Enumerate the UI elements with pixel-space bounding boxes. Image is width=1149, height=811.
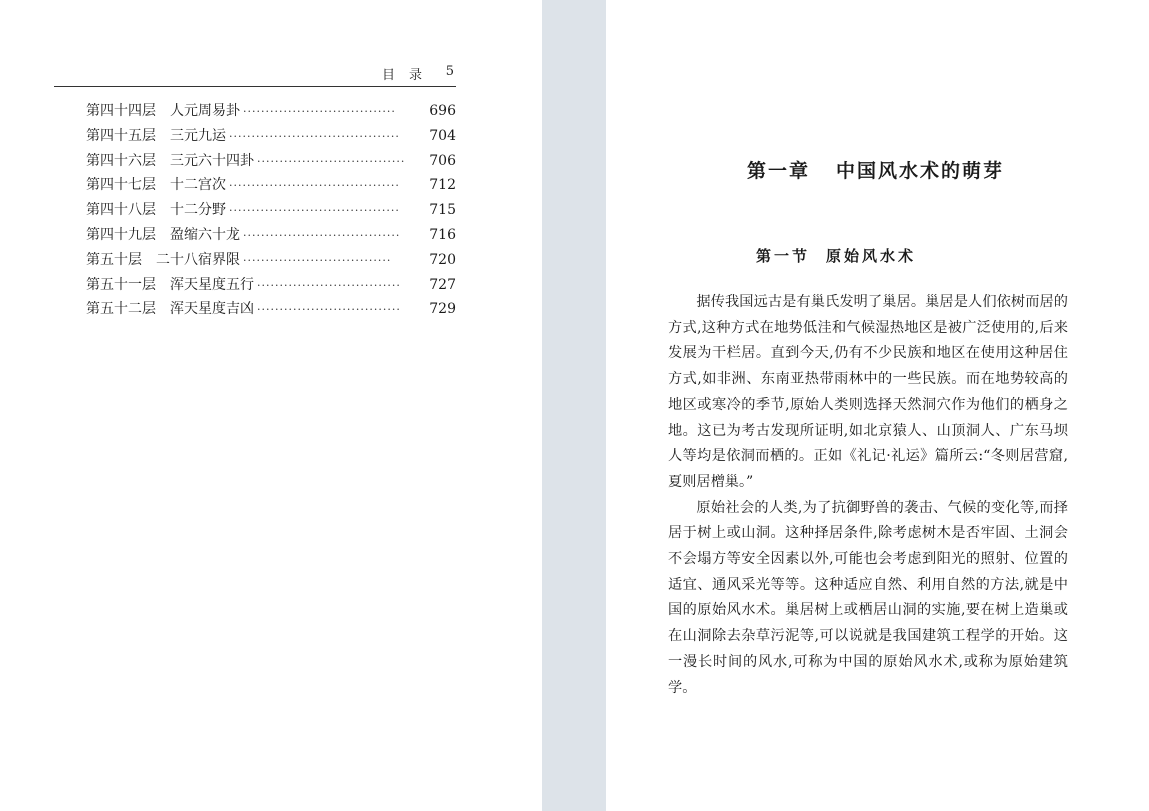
toc-page-number: 704: [429, 127, 456, 144]
toc-entry[interactable]: [86, 249, 456, 274]
header-rule: [54, 86, 456, 87]
toc-page-number: 720: [429, 251, 456, 268]
section-number: 第一节: [756, 247, 811, 265]
toc-layer: 第五十二层: [86, 301, 156, 318]
toc-title: 盈缩六十龙: [170, 226, 240, 243]
toc-title: 三元九运: [170, 127, 226, 144]
toc-title: 十二宫次: [170, 177, 226, 194]
toc-layer: 第四十七层: [86, 177, 156, 194]
body-text: [668, 290, 1068, 701]
toc-page-number: 712: [429, 177, 456, 194]
toc-entry[interactable]: [86, 199, 456, 224]
toc-leader-dots: ······································: [229, 204, 400, 218]
toc-leader-dots: ··································: [243, 105, 396, 118]
section-heading: [756, 245, 916, 266]
toc-leader-dots: ······································: [229, 179, 400, 193]
toc-layer: 第四十四层: [86, 103, 156, 119]
toc-title: 十二分野: [170, 202, 226, 219]
toc-title: 浑天星度五行: [170, 276, 254, 293]
left-page: [0, 0, 542, 811]
toc-entry[interactable]: [86, 100, 456, 125]
toc-page-number: 727: [429, 276, 456, 293]
toc-page-number: 706: [429, 152, 456, 169]
section-title: 原始风水术: [826, 247, 917, 265]
toc-page-number: 715: [429, 202, 456, 219]
toc-layer: 第五十层: [86, 251, 142, 268]
toc-leader-dots: ·································: [257, 154, 406, 168]
paragraph: 据传我国远古是有巢氏发明了巢居。巢居是人们依树而居的方式,这种方式在地势低洼和气候湿热地区是被广泛使用的,后来发展为干栏居。直到今天,仍有不少民族和地区在使用这种居住方式,如非洲、东南亚热带雨林中的一些民族。而在地势较高的地区或寒冷的季节,原始人类则选择天然洞穴作为他们的栖身之地。这已为考古发现所证明,如北京猿人、山顶洞人、广东马坝人等均是依洞而栖的。正如《礼记·礼运》篇所云:“冬则居营窟,夏则居橧巢。”: [668, 294, 1068, 490]
toc-layer: 第四十五层: [86, 127, 156, 144]
toc-leader-dots: ·································: [243, 253, 392, 267]
chapter-title: 中国风水术的萌芽: [836, 160, 1005, 182]
chapter-heading: [747, 156, 1004, 183]
toc-page-number: 729: [429, 301, 456, 318]
toc-layer: 第四十六层: [86, 152, 156, 169]
toc-entry[interactable]: [86, 224, 456, 249]
toc-leader-dots: ······································: [229, 129, 400, 143]
toc-entry[interactable]: [86, 150, 456, 175]
toc-page-number: 696: [429, 103, 456, 119]
paragraph: 原始社会的人类,为了抗御野兽的袭击、气候的变化等,而择居于树上或山洞。这种择居条件,除考虑树木是否牢固、土洞会不会塌方等安全因素以外,可能也会考虑到阳光的照射、位置的适宜、通风采光等等。这种适应自然、利用自然的方法,就是中国的原始风水术。巢居树上或栖居山洞的实施,要在树上造巢或在山洞除去杂草污泥等,可以说就是我国建筑工程学的开始。这一漫长时间的风水,可称为中国的原始风水术,或称为原始建筑学。: [668, 499, 1068, 696]
running-head: [54, 64, 456, 84]
toc-leader-dots: ································: [257, 278, 401, 292]
toc-title: 人元周易卦: [170, 103, 240, 119]
toc-entry[interactable]: [86, 274, 456, 299]
toc-title: 浑天星度吉凶: [170, 301, 254, 318]
chapter-number: 第一章: [747, 160, 811, 182]
running-head-page-number: 5: [445, 64, 454, 79]
toc-title: 三元六十四卦: [170, 152, 254, 169]
toc-title: 二十八宿界限: [156, 251, 240, 268]
toc-layer: 第四十八层: [86, 202, 156, 219]
toc-leader-dots: ································: [257, 303, 401, 317]
toc-layer: 第五十一层: [86, 276, 156, 293]
page-gutter: [542, 0, 606, 811]
toc-layer: 第四十九层: [86, 226, 156, 243]
toc-leader-dots: ···································: [243, 228, 401, 242]
toc-entry[interactable]: [86, 125, 456, 150]
toc-entry[interactable]: [86, 174, 456, 199]
toc-page-number: 716: [429, 226, 456, 243]
table-of-contents: [86, 100, 456, 323]
toc-entry[interactable]: [86, 298, 456, 323]
running-head-title: 目录: [381, 68, 436, 83]
